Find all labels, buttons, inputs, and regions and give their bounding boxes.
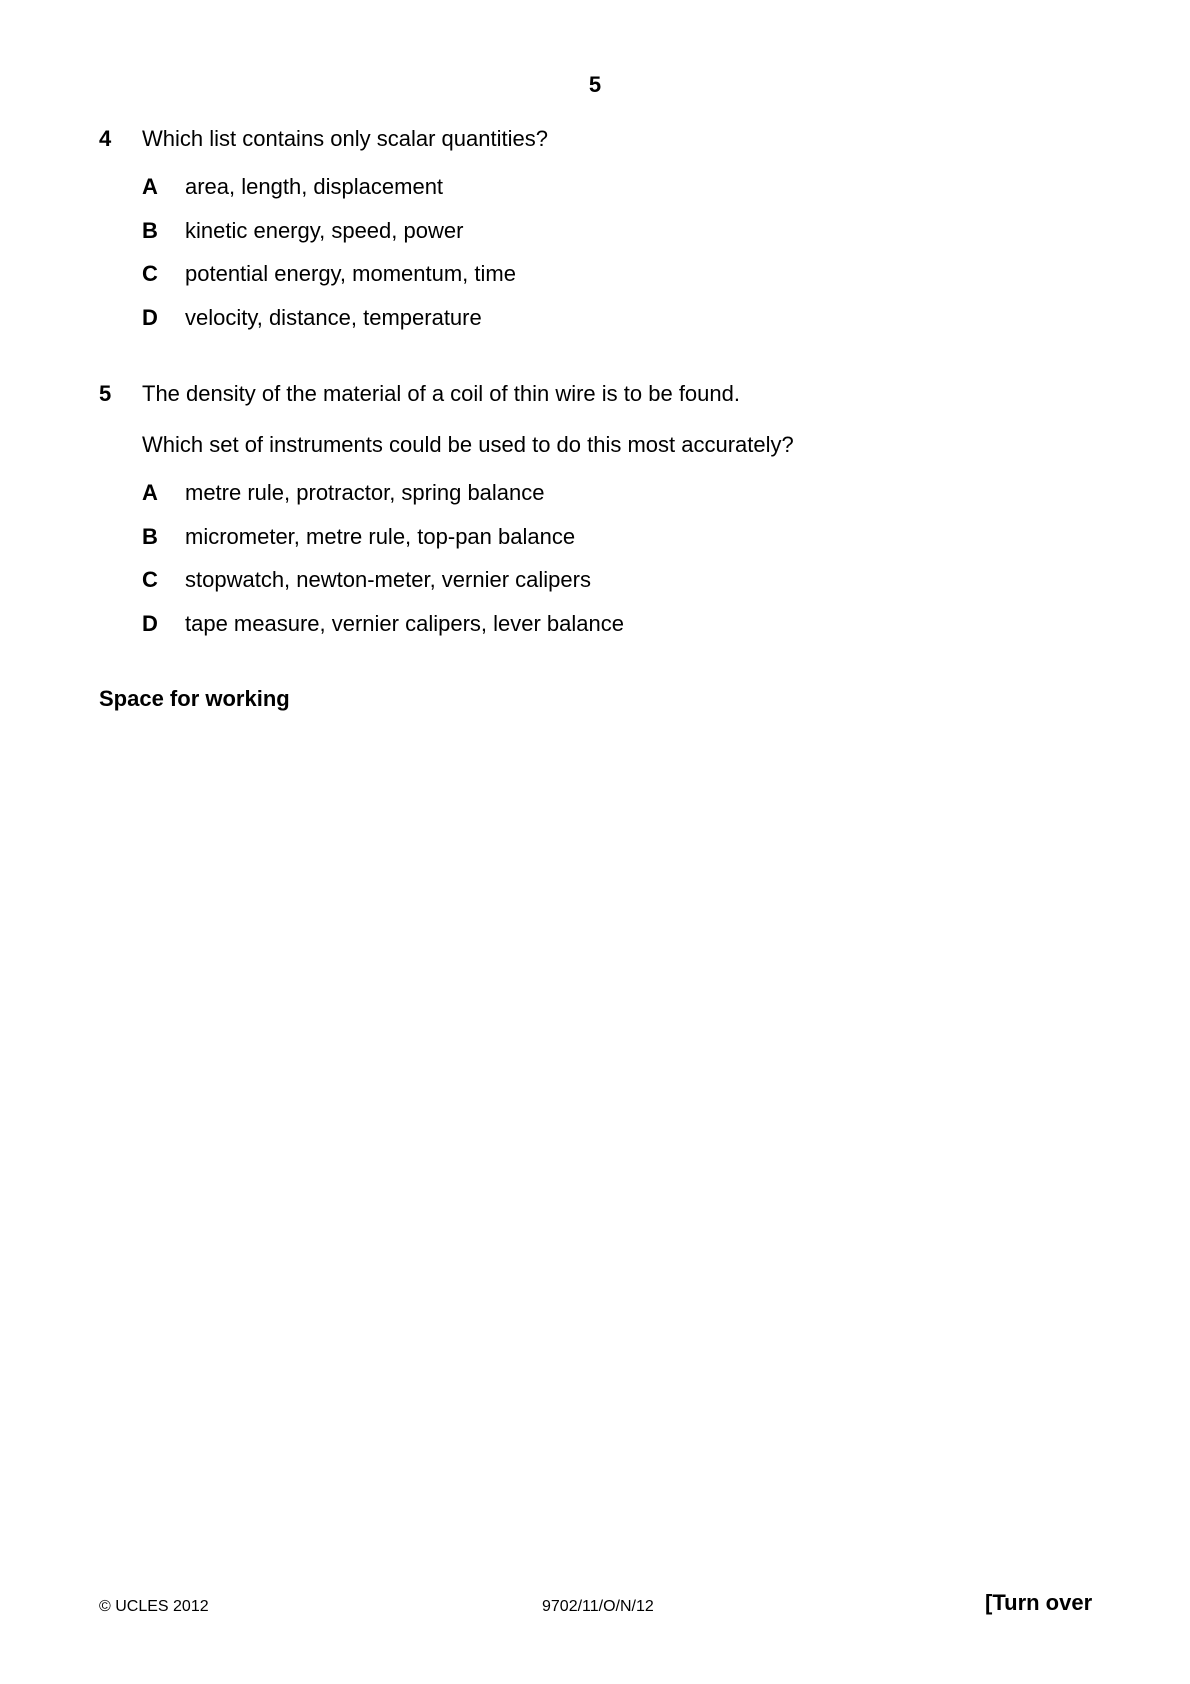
space-for-working-label: Space for working xyxy=(99,686,290,711)
option-text: stopwatch, newton-meter, vernier calipers xyxy=(185,567,591,592)
option-letter: D xyxy=(142,611,158,636)
footer-copyright: © UCLES 2012 xyxy=(99,1598,209,1615)
option-text: area, length, displacement xyxy=(185,174,444,199)
option-text: tape measure, vernier calipers, lever balance xyxy=(185,611,625,636)
option-text: kinetic energy, speed, power xyxy=(185,218,464,243)
option-letter: C xyxy=(142,261,158,286)
option-letter: B xyxy=(142,218,158,243)
question-number: 5 xyxy=(99,381,112,406)
option-letter: D xyxy=(142,305,158,330)
option-text: potential energy, momentum, time xyxy=(185,261,516,286)
option-letter: A xyxy=(142,480,158,505)
question-stem-line-2: Which set of instruments could be used to do this most accurately? xyxy=(142,432,794,457)
question-stem: Which list contains only scalar quantities? xyxy=(142,126,548,151)
option-letter: B xyxy=(142,524,158,549)
option-letter: A xyxy=(142,174,158,199)
question-number: 4 xyxy=(99,126,112,151)
option-letter: C xyxy=(142,567,158,592)
footer-turn-over: [Turn over xyxy=(985,1590,1093,1615)
option-text: metre rule, protractor, spring balance xyxy=(185,480,545,505)
option-text: micrometer, metre rule, top-pan balance xyxy=(185,524,576,549)
question-stem: The density of the material of a coil of thin wire is to be found. xyxy=(142,381,740,406)
page-number: 5 xyxy=(588,72,602,97)
option-text: velocity, distance, temperature xyxy=(185,305,482,330)
footer-paper-code: 9702/11/O/N/12 xyxy=(542,1598,654,1615)
